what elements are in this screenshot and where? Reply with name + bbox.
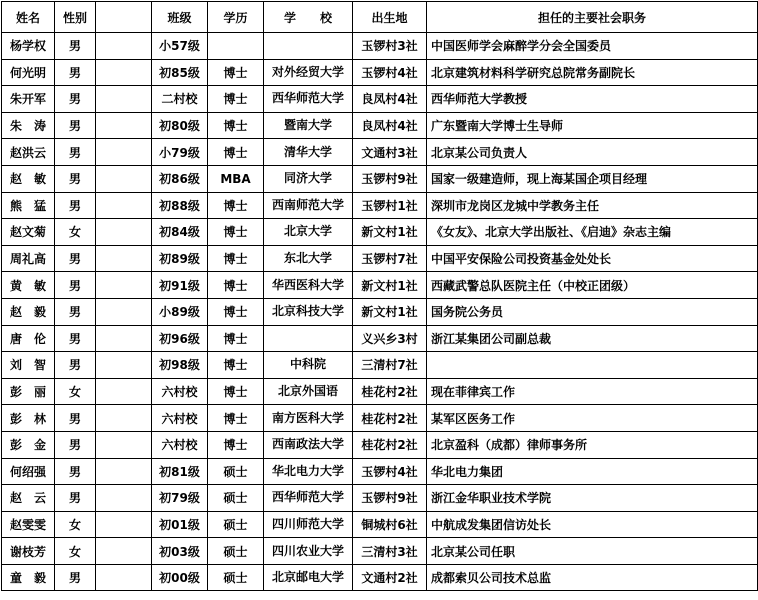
cell-class: 初85级 xyxy=(152,59,208,86)
cell-class: 初98级 xyxy=(152,352,208,379)
cell-class: 小79级 xyxy=(152,139,208,166)
cell-school: 中科院 xyxy=(264,352,353,379)
cell-school: 对外经贸大学 xyxy=(264,59,353,86)
cell-name: 何光明 xyxy=(2,59,55,86)
cell-name: 杨学权 xyxy=(2,33,55,60)
cell-school: 四川师范大学 xyxy=(264,511,353,538)
cell-gender: 男 xyxy=(55,86,96,113)
cell-degree xyxy=(208,33,264,60)
table-row xyxy=(2,458,758,485)
cell-class: 初81级 xyxy=(152,458,208,485)
cell-birthplace: 文通村2社 xyxy=(353,564,427,591)
cell-blank xyxy=(96,352,152,379)
cell-birthplace: 玉锣村7社 xyxy=(353,245,427,272)
cell-school: 南方医科大学 xyxy=(264,405,353,432)
cell-gender: 女 xyxy=(55,378,96,405)
cell-position: 中国平安保险公司投资基金处处长 xyxy=(427,245,758,272)
cell-birthplace: 良凤村4社 xyxy=(353,86,427,113)
cell-school: 西南政法大学 xyxy=(264,431,353,458)
cell-name: 赵 敏 xyxy=(2,165,55,192)
header-position: 担任的主要社会职务 xyxy=(427,2,758,33)
cell-birthplace: 玉锣村4社 xyxy=(353,458,427,485)
cell-name: 赵文菊 xyxy=(2,219,55,246)
cell-degree: 硕士 xyxy=(208,458,264,485)
cell-position: 国务院公务员 xyxy=(427,298,758,325)
table-row xyxy=(2,219,758,246)
cell-birthplace: 玉锣村9社 xyxy=(353,485,427,512)
cell-position: 华北电力集团 xyxy=(427,458,758,485)
cell-name: 刘 智 xyxy=(2,352,55,379)
cell-degree: MBA xyxy=(208,165,264,192)
cell-name: 赵雯雯 xyxy=(2,511,55,538)
cell-blank xyxy=(96,272,152,299)
cell-gender: 男 xyxy=(55,405,96,432)
cell-school: 东北大学 xyxy=(264,245,353,272)
cell-name: 谢枝芳 xyxy=(2,538,55,565)
cell-class: 小57级 xyxy=(152,33,208,60)
cell-name: 何绍强 xyxy=(2,458,55,485)
header-class: 班级 xyxy=(152,2,208,33)
cell-position: 成都索贝公司技术总监 xyxy=(427,564,758,591)
cell-degree: 博士 xyxy=(208,431,264,458)
cell-school: 四川农业大学 xyxy=(264,538,353,565)
cell-blank xyxy=(96,458,152,485)
cell-class: 初03级 xyxy=(152,538,208,565)
cell-position: 中航成发集团信访处长 xyxy=(427,511,758,538)
cell-degree: 博士 xyxy=(208,59,264,86)
cell-name: 赵洪云 xyxy=(2,139,55,166)
cell-name: 朱开军 xyxy=(2,86,55,113)
cell-degree: 博士 xyxy=(208,272,264,299)
cell-class: 初79级 xyxy=(152,485,208,512)
cell-gender: 男 xyxy=(55,352,96,379)
cell-gender: 男 xyxy=(55,165,96,192)
cell-school: 同济大学 xyxy=(264,165,353,192)
cell-school: 北京大学 xyxy=(264,219,353,246)
cell-school: 北京外国语 xyxy=(264,378,353,405)
cell-gender: 男 xyxy=(55,325,96,352)
cell-blank xyxy=(96,165,152,192)
cell-blank xyxy=(96,86,152,113)
table-row xyxy=(2,298,758,325)
cell-school: 华西医科大学 xyxy=(264,272,353,299)
cell-degree: 博士 xyxy=(208,86,264,113)
cell-gender: 女 xyxy=(55,219,96,246)
cell-blank xyxy=(96,298,152,325)
cell-birthplace: 玉锣村1社 xyxy=(353,192,427,219)
header-blank xyxy=(96,2,152,33)
cell-position: 北京某公司任职 xyxy=(427,538,758,565)
cell-degree: 博士 xyxy=(208,112,264,139)
cell-degree: 博士 xyxy=(208,192,264,219)
header-gender: 性别 xyxy=(55,2,96,33)
cell-birthplace: 玉锣村3社 xyxy=(353,33,427,60)
cell-position: 西华师范大学教授 xyxy=(427,86,758,113)
cell-gender: 女 xyxy=(55,538,96,565)
cell-gender: 男 xyxy=(55,564,96,591)
cell-school: 清华大学 xyxy=(264,139,353,166)
cell-position: 浙江金华职业技术学院 xyxy=(427,485,758,512)
table-row xyxy=(2,485,758,512)
cell-blank xyxy=(96,192,152,219)
cell-position: 北京建筑材料科学研究总院常务副院长 xyxy=(427,59,758,86)
cell-degree: 博士 xyxy=(208,405,264,432)
cell-birthplace: 文通村3社 xyxy=(353,139,427,166)
cell-class: 小89级 xyxy=(152,298,208,325)
cell-gender: 男 xyxy=(55,272,96,299)
cell-degree: 博士 xyxy=(208,325,264,352)
cell-class: 初96级 xyxy=(152,325,208,352)
cell-degree: 硕士 xyxy=(208,511,264,538)
cell-blank xyxy=(96,564,152,591)
cell-position: 深圳市龙岗区龙城中学教务主任 xyxy=(427,192,758,219)
cell-blank xyxy=(96,59,152,86)
cell-blank xyxy=(96,33,152,60)
cell-degree: 硕士 xyxy=(208,564,264,591)
cell-degree: 博士 xyxy=(208,245,264,272)
cell-class: 六村校 xyxy=(152,431,208,458)
cell-position: 《女友》、北京大学出版社、《启迪》杂志主编 xyxy=(427,219,758,246)
cell-name: 黄 敏 xyxy=(2,272,55,299)
cell-name: 童 毅 xyxy=(2,564,55,591)
cell-degree: 博士 xyxy=(208,352,264,379)
cell-school: 北京邮电大学 xyxy=(264,564,353,591)
cell-name: 彭 丽 xyxy=(2,378,55,405)
cell-gender: 男 xyxy=(55,298,96,325)
cell-class: 初91级 xyxy=(152,272,208,299)
cell-school xyxy=(264,325,353,352)
cell-blank xyxy=(96,112,152,139)
cell-class: 初86级 xyxy=(152,165,208,192)
cell-degree: 硕士 xyxy=(208,538,264,565)
cell-position: 浙江某集团公司副总裁 xyxy=(427,325,758,352)
cell-birthplace: 桂花村2社 xyxy=(353,405,427,432)
cell-blank xyxy=(96,431,152,458)
cell-school: 西华师范大学 xyxy=(264,86,353,113)
table-row xyxy=(2,564,758,591)
cell-blank xyxy=(96,538,152,565)
table-row xyxy=(2,431,758,458)
table-row xyxy=(2,325,758,352)
header-row xyxy=(2,2,758,33)
table-row xyxy=(2,511,758,538)
cell-birthplace: 新文村1社 xyxy=(353,219,427,246)
cell-name: 彭 林 xyxy=(2,405,55,432)
cell-school: 西南师范大学 xyxy=(264,192,353,219)
cell-class: 初84级 xyxy=(152,219,208,246)
cell-degree: 博士 xyxy=(208,139,264,166)
cell-blank xyxy=(96,139,152,166)
cell-blank xyxy=(96,485,152,512)
cell-gender: 男 xyxy=(55,431,96,458)
cell-blank xyxy=(96,325,152,352)
cell-name: 唐 伦 xyxy=(2,325,55,352)
cell-blank xyxy=(96,511,152,538)
cell-name: 熊 猛 xyxy=(2,192,55,219)
cell-gender: 男 xyxy=(55,59,96,86)
table-row xyxy=(2,245,758,272)
cell-class: 初00级 xyxy=(152,564,208,591)
cell-blank xyxy=(96,219,152,246)
cell-class: 初01级 xyxy=(152,511,208,538)
table-row xyxy=(2,352,758,379)
cell-birthplace: 玉锣村9社 xyxy=(353,165,427,192)
cell-position: 某军区医务工作 xyxy=(427,405,758,432)
cell-degree: 博士 xyxy=(208,378,264,405)
table-row xyxy=(2,139,758,166)
header-name: 姓名 xyxy=(2,2,55,33)
cell-gender: 男 xyxy=(55,485,96,512)
table-row xyxy=(2,112,758,139)
cell-position: 西藏武警总队医院主任（中校正团级） xyxy=(427,272,758,299)
header-degree: 学历 xyxy=(208,2,264,33)
alumni-table xyxy=(1,1,758,591)
table-row xyxy=(2,378,758,405)
cell-birthplace: 桂花村2社 xyxy=(353,378,427,405)
cell-birthplace: 良凤村4社 xyxy=(353,112,427,139)
cell-blank xyxy=(96,245,152,272)
cell-name: 赵 云 xyxy=(2,485,55,512)
cell-gender: 男 xyxy=(55,192,96,219)
cell-birthplace: 三清村7社 xyxy=(353,352,427,379)
cell-position: 北京盈科（成都）律师事务所 xyxy=(427,431,758,458)
cell-class: 二村校 xyxy=(152,86,208,113)
cell-birthplace: 铜城村6社 xyxy=(353,511,427,538)
cell-school: 华北电力大学 xyxy=(264,458,353,485)
cell-gender: 男 xyxy=(55,458,96,485)
table-row xyxy=(2,272,758,299)
table-row xyxy=(2,59,758,86)
cell-school: 西华师范大学 xyxy=(264,485,353,512)
cell-position: 广东暨南大学博士生导师 xyxy=(427,112,758,139)
cell-gender: 男 xyxy=(55,33,96,60)
cell-blank xyxy=(96,405,152,432)
cell-degree: 博士 xyxy=(208,298,264,325)
table-row xyxy=(2,405,758,432)
table-row xyxy=(2,86,758,113)
cell-birthplace: 桂花村2社 xyxy=(353,431,427,458)
cell-school xyxy=(264,33,353,60)
cell-birthplace: 新文村1社 xyxy=(353,272,427,299)
cell-degree: 博士 xyxy=(208,219,264,246)
cell-school: 北京科技大学 xyxy=(264,298,353,325)
cell-birthplace: 义兴乡3村 xyxy=(353,325,427,352)
cell-gender: 男 xyxy=(55,112,96,139)
cell-class: 初80级 xyxy=(152,112,208,139)
cell-position: 中国医师学会麻醉学分会全国委员 xyxy=(427,33,758,60)
cell-class: 六村校 xyxy=(152,378,208,405)
cell-class: 初89级 xyxy=(152,245,208,272)
cell-degree: 硕士 xyxy=(208,485,264,512)
cell-position xyxy=(427,352,758,379)
cell-position: 现在菲律宾工作 xyxy=(427,378,758,405)
cell-name: 周礼高 xyxy=(2,245,55,272)
cell-class: 六村校 xyxy=(152,405,208,432)
table-row xyxy=(2,538,758,565)
cell-name: 朱 涛 xyxy=(2,112,55,139)
cell-gender: 男 xyxy=(55,139,96,166)
header-school: 学 校 xyxy=(264,2,353,33)
cell-position: 北京某公司负责人 xyxy=(427,139,758,166)
cell-position: 国家一级建造师，现上海某国企项目经理 xyxy=(427,165,758,192)
table-row xyxy=(2,165,758,192)
cell-school: 暨南大学 xyxy=(264,112,353,139)
table-row xyxy=(2,33,758,60)
cell-gender: 女 xyxy=(55,511,96,538)
cell-birthplace: 玉锣村4社 xyxy=(353,59,427,86)
cell-birthplace: 新文村1社 xyxy=(353,298,427,325)
header-birthplace: 出生地 xyxy=(353,2,427,33)
table-row xyxy=(2,192,758,219)
cell-name: 彭 金 xyxy=(2,431,55,458)
cell-birthplace: 三清村3社 xyxy=(353,538,427,565)
cell-blank xyxy=(96,378,152,405)
cell-name: 赵 毅 xyxy=(2,298,55,325)
cell-class: 初88级 xyxy=(152,192,208,219)
cell-gender: 男 xyxy=(55,245,96,272)
